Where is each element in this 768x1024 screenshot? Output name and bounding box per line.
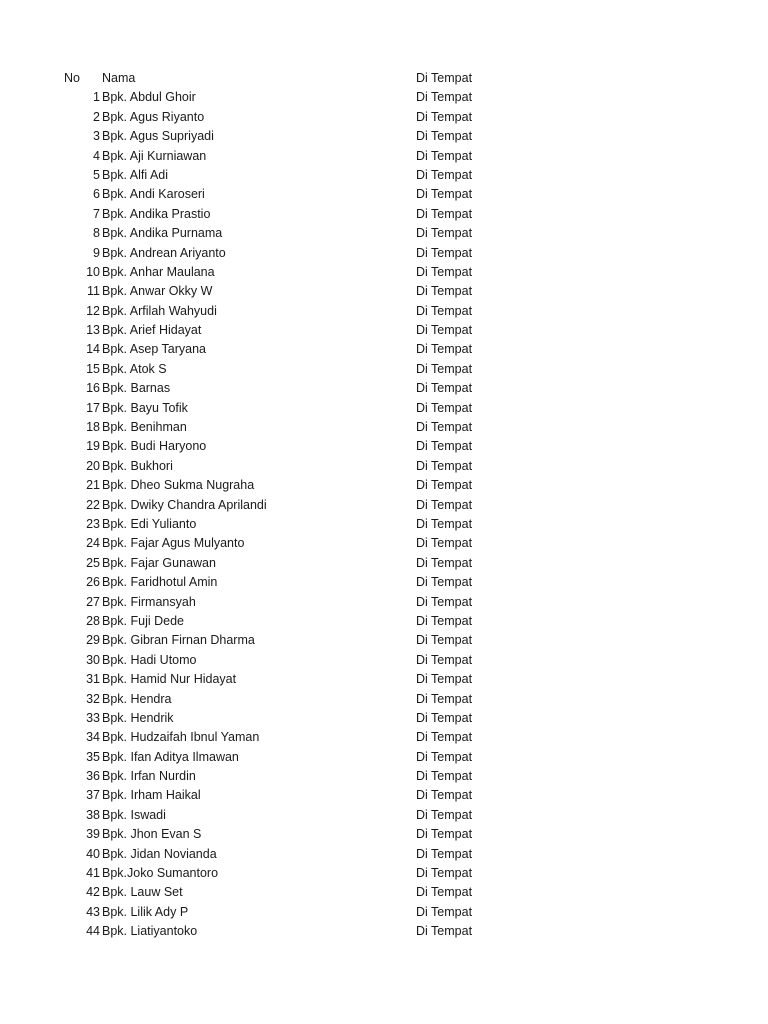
row-place: Di Tempat [416,90,473,105]
row-name: Bpk. Fuji Dede [102,613,184,628]
list-row [0,748,768,767]
row-name: Bpk. Agus Supriyadi [102,129,214,144]
row-place: Di Tempat [416,439,473,454]
row-number: 24 [86,536,100,551]
header-name: Nama [102,71,136,85]
list-row [0,728,768,747]
row-place: Di Tempat [416,458,473,473]
list-row [0,845,768,864]
row-number: 42 [86,885,100,900]
list-row [0,612,768,631]
row-name: Bpk. Hendrik [102,710,174,725]
list-row [0,922,768,941]
row-place: Di Tempat [416,478,473,493]
row-place: Di Tempat [416,885,473,900]
row-place: Di Tempat [416,342,473,357]
row-place: Di Tempat [416,788,473,803]
row-number: 20 [86,458,100,473]
row-name: Bpk. Agus Riyanto [102,109,205,124]
row-number: 10 [86,264,100,279]
row-name: Bpk. Andika Purnama [102,226,223,241]
row-number: 29 [86,633,100,648]
row-name: Bpk. Hendra [102,691,172,706]
row-place: Di Tempat [416,284,473,299]
list-row [0,185,768,204]
list-row [0,457,768,476]
list-row [0,205,768,224]
list-row [0,127,768,146]
list-row [0,399,768,418]
row-name: Bpk. Arief Hidayat [102,323,202,338]
row-number: 19 [86,439,100,454]
row-place: Di Tempat [416,749,473,764]
row-number: 25 [86,555,100,570]
row-place: Di Tempat [416,109,473,124]
row-number: 41 [86,866,100,881]
row-name: Bpk. Gibran Firnan Dharma [102,633,255,648]
row-name: Bpk. Hadi Utomo [102,652,197,667]
row-number: 40 [86,846,100,861]
row-name: Bpk. Hamid Nur Hidayat [102,672,237,687]
row-name: Bpk. Andrean Ariyanto [102,245,226,260]
row-number: 36 [86,769,100,784]
list-row [0,147,768,166]
row-name: Bpk. Abdul Ghoir [102,90,196,105]
row-name: Bpk. Lauw Set [102,885,183,900]
row-name: Bpk. Fajar Gunawan [102,555,216,570]
row-number: 12 [86,303,100,318]
list-row [0,554,768,573]
row-number: 21 [86,478,100,493]
row-name: Bpk. Dheo Sukma Nugraha [102,478,255,493]
row-name: Bpk. Andika Prastio [102,206,211,221]
list-row [0,437,768,456]
row-place: Di Tempat [416,226,473,241]
row-place: Di Tempat [416,381,473,396]
list-row [0,806,768,825]
row-place: Di Tempat [416,555,473,570]
row-number: 3 [93,129,100,144]
row-number: 8 [93,226,100,241]
row-name: Bpk. Barnas [102,381,171,396]
row-place: Di Tempat [416,672,473,687]
list-row [0,302,768,321]
row-place: Di Tempat [416,769,473,784]
list-row [0,282,768,301]
list-row [0,515,768,534]
list-row [0,883,768,902]
row-place: Di Tempat [416,807,473,822]
row-name: Bpk. Hudzaifah Ibnul Yaman [102,730,260,745]
header-no: No [64,71,80,85]
list-row [0,690,768,709]
row-number: 31 [86,672,100,687]
row-number: 28 [86,613,100,628]
list-row [0,651,768,670]
list-row [0,321,768,340]
row-name: Bpk. Bukhori [102,458,173,473]
row-place: Di Tempat [416,129,473,144]
row-name: Bpk. Firmansyah [102,594,196,609]
row-place: Di Tempat [416,710,473,725]
row-number: 14 [86,342,100,357]
row-number: 7 [93,206,100,221]
list-row [0,786,768,805]
row-name: Bpk. Faridhotul Amin [102,575,218,590]
list-row [0,476,768,495]
row-place: Di Tempat [416,730,473,745]
row-place: Di Tempat [416,420,473,435]
row-place: Di Tempat [416,167,473,182]
row-number: 5 [93,167,100,182]
row-name: Bpk. Jidan Novianda [102,846,217,861]
list-row [0,263,768,282]
row-number: 44 [86,924,100,939]
list-row [0,496,768,515]
row-place: Di Tempat [416,633,473,648]
row-name: Bpk. Dwiky Chandra Aprilandi [102,497,267,512]
list-row [0,108,768,127]
row-number: 2 [93,109,100,124]
header-place: Di Tempat [416,71,473,85]
row-place: Di Tempat [416,303,473,318]
row-name: Bpk. Budi Haryono [102,439,207,454]
row-number: 9 [93,245,100,260]
list-row [0,88,768,107]
row-place: Di Tempat [416,400,473,415]
row-place: Di Tempat [416,516,473,531]
list-row [0,864,768,883]
row-place: Di Tempat [416,536,473,551]
row-number: 23 [86,516,100,531]
row-name: Bpk. Irham Haikal [102,788,201,803]
rows-container [0,88,768,941]
recipient-list [0,69,768,942]
list-row [0,709,768,728]
row-place: Di Tempat [416,904,473,919]
row-name: Bpk. Ifan Aditya Ilmawan [102,749,239,764]
list-row [0,379,768,398]
list-row [0,573,768,592]
row-name: Bpk. Jhon Evan S [102,827,202,842]
row-number: 1 [93,90,100,105]
list-row [0,244,768,263]
row-place: Di Tempat [416,846,473,861]
row-number: 15 [86,361,100,376]
row-place: Di Tempat [416,361,473,376]
row-number: 39 [86,827,100,842]
row-place: Di Tempat [416,264,473,279]
row-number: 16 [86,381,100,396]
row-name: Bpk. Aji Kurniawan [102,148,207,163]
row-name: Bpk. Edi Yulianto [102,516,197,531]
row-number: 6 [93,187,100,202]
row-name: Bpk. Anwar Okky W [102,284,213,299]
row-name: Bpk. Bayu Tofik [102,400,188,415]
list-row [0,825,768,844]
row-number: 26 [86,575,100,590]
row-place: Di Tempat [416,323,473,338]
row-number: 32 [86,691,100,706]
row-number: 22 [86,497,100,512]
row-place: Di Tempat [416,613,473,628]
row-number: 30 [86,652,100,667]
row-place: Di Tempat [416,594,473,609]
row-number: 27 [86,594,100,609]
row-name: Bpk. Arfilah Wahyudi [102,303,217,318]
row-name: Bpk. Liatiyantoko [102,924,198,939]
row-number: 17 [86,400,100,415]
row-place: Di Tempat [416,691,473,706]
row-number: 33 [86,710,100,725]
row-place: Di Tempat [416,206,473,221]
list-row [0,767,768,786]
row-place: Di Tempat [416,827,473,842]
row-number: 43 [86,904,100,919]
row-name: Bpk. Benihman [102,420,187,435]
row-name: Bpk. Alfi Adi [102,167,169,182]
list-row [0,166,768,185]
row-name: Bpk. Iswadi [102,807,166,822]
row-name: Bpk. Andi Karoseri [102,187,205,202]
row-number: 4 [93,148,100,163]
row-place: Di Tempat [416,652,473,667]
row-place: Di Tempat [416,575,473,590]
row-number: 11 [87,284,100,299]
row-name: Bpk. Asep Taryana [102,342,207,357]
list-row [0,418,768,437]
row-name: Bpk. Anhar Maulana [102,264,215,279]
row-number: 37 [86,788,100,803]
row-number: 34 [86,730,100,745]
row-number: 18 [86,420,100,435]
list-row [0,593,768,612]
row-number: 35 [86,749,100,764]
list-row [0,360,768,379]
row-place: Di Tempat [416,245,473,260]
row-number: 13 [86,323,100,338]
row-place: Di Tempat [416,924,473,939]
row-name: Bpk. Fajar Agus Mulyanto [102,536,245,551]
row-place: Di Tempat [416,497,473,512]
list-row [0,903,768,922]
row-place: Di Tempat [416,148,473,163]
list-row [0,224,768,243]
header-row [0,69,768,88]
row-place: Di Tempat [416,866,473,881]
row-number: 38 [86,807,100,822]
list-row [0,340,768,359]
row-name: Bpk. Lilik Ady P [102,904,189,919]
list-row [0,534,768,553]
list-row [0,670,768,689]
row-place: Di Tempat [416,187,473,202]
row-name: Bpk. Irfan Nurdin [102,769,196,784]
row-name: Bpk.Joko Sumantoro [102,866,219,881]
list-row [0,631,768,650]
row-name: Bpk. Atok S [102,361,167,376]
